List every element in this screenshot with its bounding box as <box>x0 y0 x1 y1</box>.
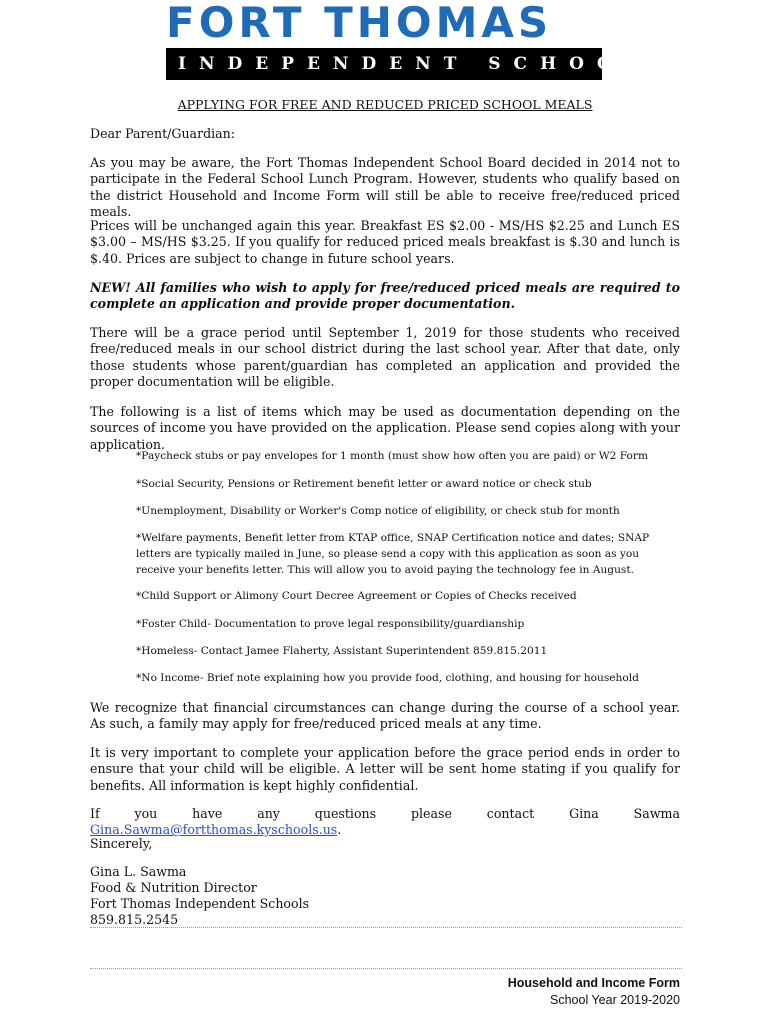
document-item: *No Income- Brief note explaining how you provide food, clothing, and housing for household <box>136 672 639 684</box>
divider <box>90 968 682 969</box>
document-item: *Paycheck stubs or pay envelopes for 1 month (must show how often you are paid) or W2 Form <box>136 450 649 462</box>
divider <box>90 927 682 928</box>
contact-text: If you have any questions please contact Gina Sawma <box>90 806 680 821</box>
document-item: *Foster Child- Documentation to prove legal responsibility/guardianship <box>136 618 525 630</box>
form-title: Household and Income Form <box>507 976 680 990</box>
paragraph-intro: As you may be aware, the Fort Thomas Independent School Board decided in 2014 not to participate in the Federal School Lunch Program. However, students who qualify based on the district Household and Income Form will still be able to receive free/reduced priced meals. <box>90 155 680 219</box>
document-item: *Social Security, Pensions or Retirement benefit letter or award notice or check stub <box>136 478 592 490</box>
paragraph-new-notice: NEW! All families who wish to apply for free/reduced priced meals are required to complete an application and provide proper documentation. <box>90 280 680 312</box>
document-item: *Welfare payments, Benefit letter from KTAP office, SNAP Certification notice and dates; SNAP letters are typically mailed in June, so please send a copy with this application as soon as you receive your benefits letter. This will allow you to avoid paying the technology fee in August. <box>136 532 650 576</box>
document-item: *Homeless- Contact Jamee Flaherty, Assistant Superintendent 859.815.2011 <box>136 645 548 657</box>
form-title-block <box>508 975 680 1009</box>
page-title: APPLYING FOR FREE AND REDUCED PRICED SCHOOL MEALS <box>177 97 593 112</box>
closing: Sincerely, <box>90 836 153 851</box>
signature-name: Gina L. Sawma <box>90 864 187 879</box>
contact-email-link[interactable]: Gina.Sawma@fortthomas.kyschools.us <box>90 822 338 838</box>
paragraph-grace-period: There will be a grace period until September 1, 2019 for those students who received free/reduced meals in our school district during the last school year. After that date, only those students whose parent/guardian has completed an application and provided the proper documentation will be eligible. <box>90 325 680 389</box>
paragraph-documentation: The following is a list of items which may be used as documentation depending on the sources of income you have provided on the application. Please send copies along with your application. <box>90 404 680 452</box>
greeting: Dear Parent/Guardian: <box>90 126 236 141</box>
signature-role: Food & Nutrition Director <box>90 880 257 895</box>
document-item: *Child Support or Alimony Court Decree Agreement or Copies of Checks received <box>136 590 577 602</box>
signature-block <box>90 864 309 928</box>
logo-subtitle-bar: INDEPENDENT SCHOOLS <box>166 48 602 80</box>
school-year: School Year 2019-2020 <box>550 993 680 1007</box>
signature-org: Fort Thomas Independent Schools <box>90 896 310 911</box>
contact-suffix: . <box>337 822 342 838</box>
signature-phone: 859.815.2545 <box>90 912 179 927</box>
paragraph-circumstances: We recognize that financial circumstances can change during the course of a school year. As such, a family may apply for free/reduced priced meals at any time. <box>90 700 680 732</box>
paragraph-contact <box>90 806 680 839</box>
document-item: *Unemployment, Disability or Worker's Comp notice of eligibility, or check stub for month <box>136 505 620 517</box>
paragraph-importance: It is very important to complete your application before the grace period ends in order to ensure that your child will be eligible. A letter will be sent home stating if you qualify for benefits. All information is kept highly confidential. <box>90 745 680 793</box>
paragraph-prices: Prices will be unchanged again this year. Breakfast ES $2.00 - MS/HS $2.25 and Lunch ES $3.00 – MS/HS $3.25. If you qualify for reduced priced meals breakfast is $.30 and lunch is $.40. Prices are subject to change in future school years. <box>90 218 680 266</box>
logo-wordmark: FORT THOMAS <box>166 0 553 47</box>
